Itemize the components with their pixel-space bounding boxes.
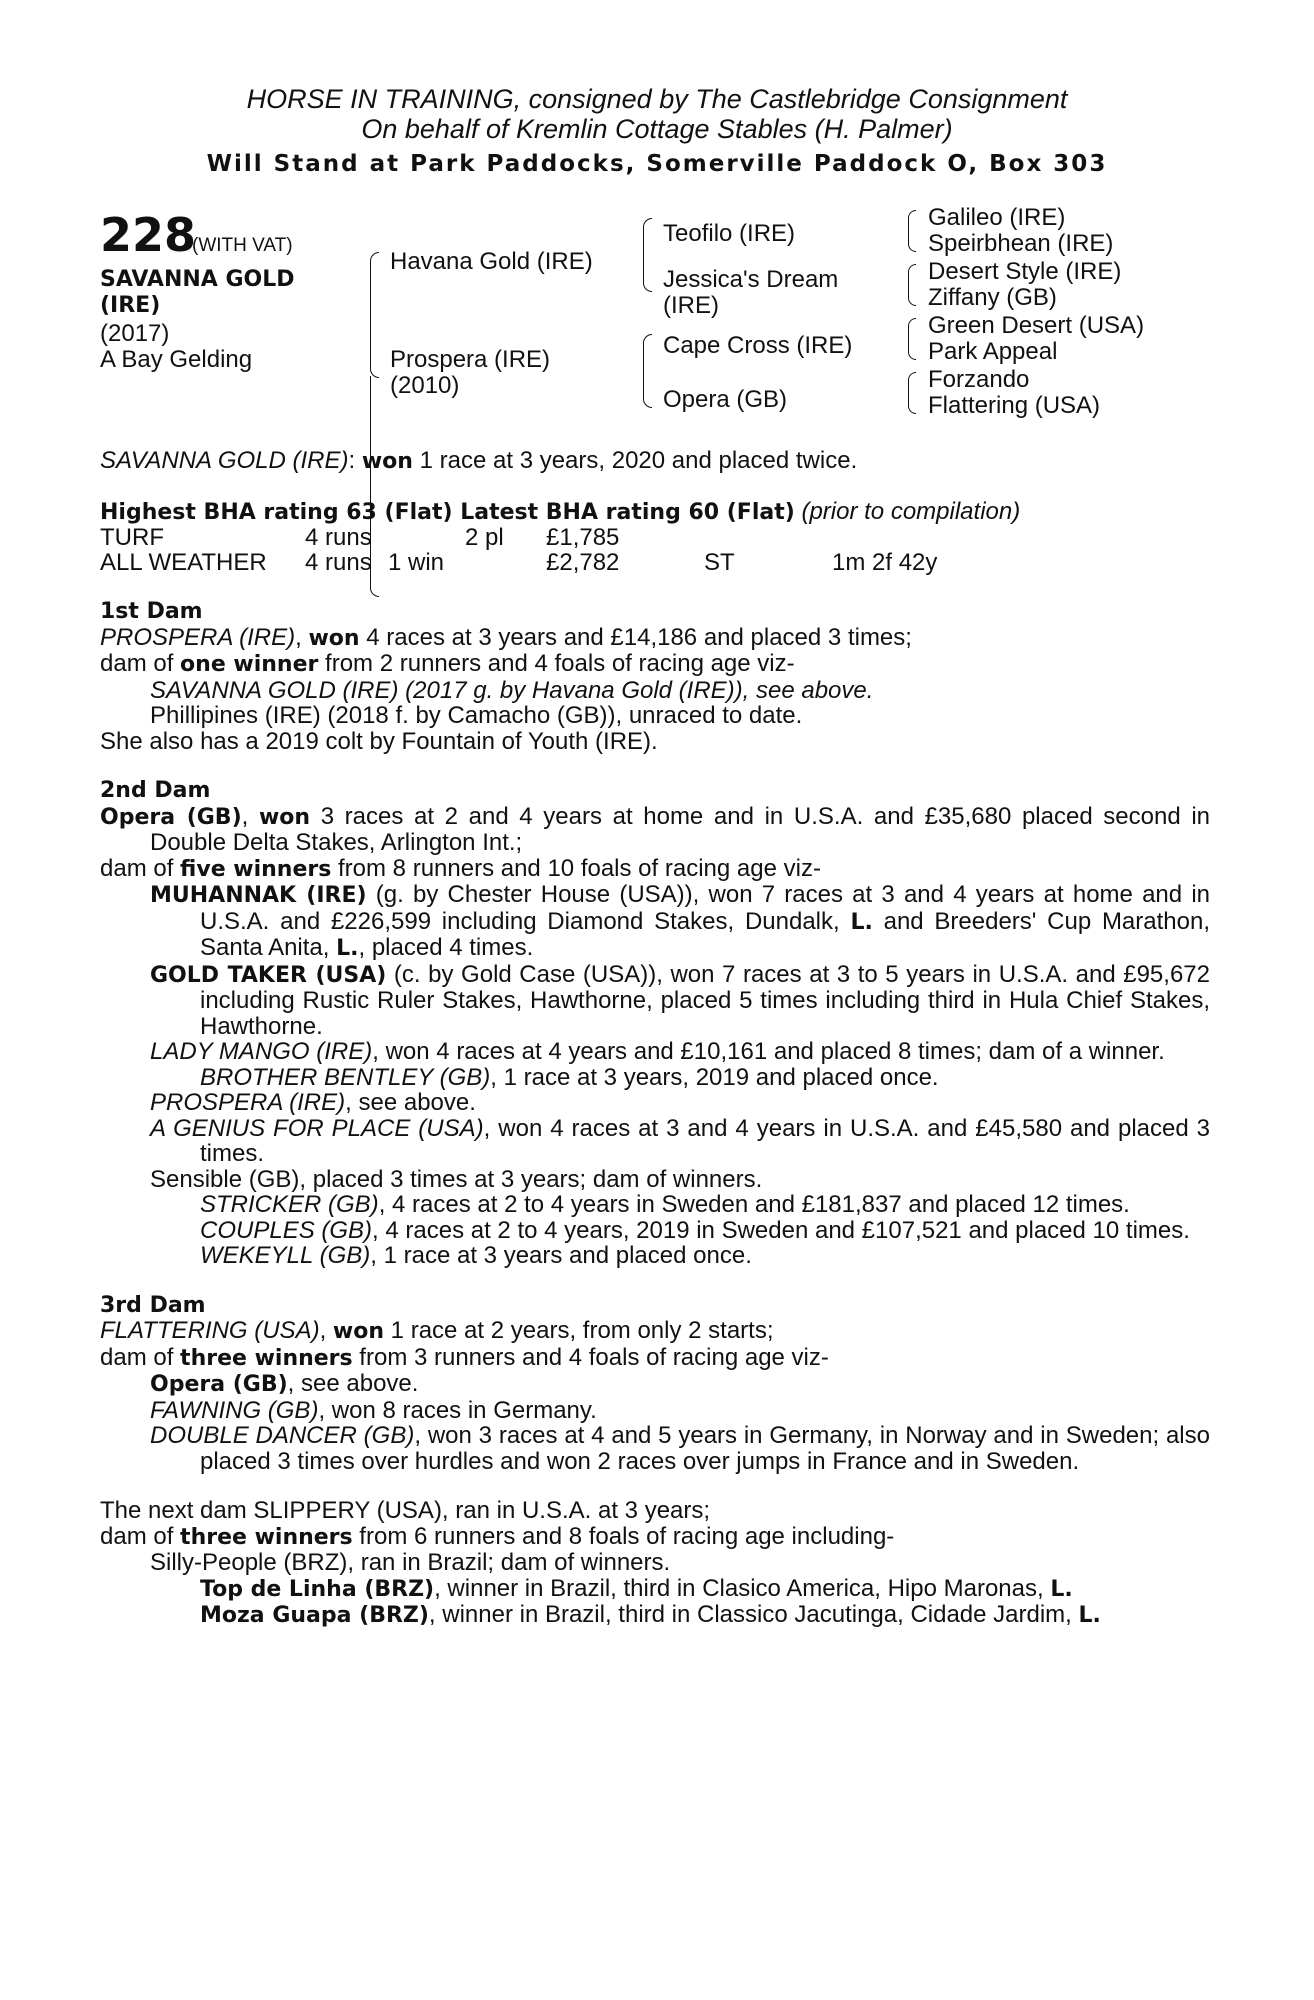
- produce-item: Sensible (GB), placed 3 times at 3 years; dam of winners.: [150, 1165, 763, 1193]
- produce-item: PROSPERA (IRE), see above.: [150, 1089, 476, 1116]
- second-dam-line: Opera (GB), won 3 races at 2 and 4 years at home and in U.S.A. and £35,680 placed second in Double Delta Stakes, Arlington Int.;: [100, 802, 1211, 856]
- next-dam-line: The next dam SLIPPERY (USA), ran in U.S.A. at 3 years;: [100, 1497, 711, 1524]
- grandsire-1: Galileo (IRE): [928, 204, 1066, 231]
- first-dam-note: She also has a 2019 colt by Fountain of Youth (IRE).: [100, 727, 658, 755]
- horse-description: A Bay Gelding: [100, 346, 253, 373]
- foaling-year: (2017): [100, 320, 170, 347]
- produce-item: Silly-People (BRZ), ran in Brazil; dam of winners.: [150, 1549, 671, 1576]
- g-brace-1: [908, 210, 916, 252]
- produce-sub-item: COUPLES (GB), 4 races at 2 to 4 years, 2019 in Sweden and £107,521 and placed 10 times.: [200, 1216, 1190, 1244]
- table-row: ALL WEATHER 4 runs 1 win £2,782 ST 1m 2f 42y: [100, 549, 938, 576]
- horse-name-suffix: (IRE): [100, 293, 161, 318]
- produce-sub-item: WEKEYLL (GB), 1 race at 3 years and placed once.: [200, 1242, 752, 1269]
- produce-item: FAWNING (GB), won 8 races in Germany.: [150, 1396, 597, 1424]
- race-summary: SAVANNA GOLD (IRE): won 1 race at 3 years, 2020 and placed twice.: [100, 447, 858, 474]
- pedigree-block: [0, 200, 1314, 440]
- sire-brace: [370, 252, 379, 378]
- produce-item: MUHANNAK (IRE) (g. by Chester House (USA)), won 7 races at 3 and 4 years at home and in U.S.A. and £226,599 including Diamond Stakes, Dundalk, L. and Breeders' Cup Marathon, Santa Anita, L., placed 4 times.: [150, 881, 1211, 961]
- granddam-1: Speirbhean (IRE): [928, 230, 1114, 257]
- horse-name: SAVANNA GOLD: [100, 267, 295, 292]
- produce-sub-item: Top de Linha (BRZ), winner in Brazil, third in Clasico America, Hipo Maronas, L.: [200, 1574, 1073, 1602]
- second-dam-produce: dam of five winners from 8 runners and 10 foals of racing age viz-: [100, 854, 821, 882]
- summary-horse-name: SAVANNA GOLD (IRE): [100, 447, 349, 474]
- first-dam-produce: dam of one winner from 2 runners and 4 foals of racing age viz-: [100, 650, 795, 677]
- race-record-table: [100, 525, 937, 575]
- produce-sub-item: Moza Guapa (BRZ), winner in Brazil, third in Classico Jacutinga, Cidade Jardim, L.: [200, 1601, 1101, 1628]
- behalf-line: On behalf of Kremlin Cottage Stables (H. Palmer): [361, 114, 953, 144]
- sire-dam-suffix: (IRE): [663, 292, 719, 319]
- dam-year: (2010): [390, 372, 460, 399]
- produce-item: SAVANNA GOLD (IRE) (2017 g. by Havana Gold (IRE)), see above.: [150, 676, 874, 704]
- sire-line-brace: [643, 218, 652, 292]
- dam-sire: Cape Cross (IRE): [663, 332, 853, 359]
- sire: Havana Gold (IRE): [390, 248, 593, 275]
- second-dam-heading: 2nd Dam: [100, 778, 211, 803]
- produce-item: Phillipines (IRE) (2018 f. by Camacho (GB)), unraced to date.: [150, 702, 803, 729]
- consignor-line: HORSE IN TRAINING, consigned by The Castlebridge Consignment: [246, 84, 1068, 114]
- produce-item: DOUBLE DANCER (GB), won 3 races at 4 and 5 years in Germany, in Norway and in Sweden; also placed 3 times over hurdles and won 2 races over jumps in France and in Sweden.: [150, 1422, 1210, 1475]
- summary-won: won: [361, 449, 413, 474]
- dam-dam: Opera (GB): [663, 386, 788, 413]
- produce-item: A GENIUS FOR PLACE (USA), won 4 races at 3 and 4 years in U.S.A. and £45,580 and placed 3 times.: [150, 1114, 1211, 1167]
- table-row: TURF 4 runs 2 pl £1,785: [100, 524, 620, 551]
- grandsire-2: Desert Style (IRE): [928, 258, 1122, 285]
- grandsire-4: Forzando: [928, 366, 1030, 393]
- catalogue-body: [100, 448, 1210, 1629]
- granddam-2: Ziffany (GB): [928, 284, 1057, 311]
- first-dam-line: PROSPERA (IRE), won 4 races at 3 years and £14,186 and placed 3 times;: [100, 623, 912, 651]
- g-brace-4: [908, 372, 916, 414]
- page-header: [0, 84, 1314, 182]
- third-dam-line: FLATTERING (USA), won 1 race at 2 years, from only 2 starts;: [100, 1317, 774, 1344]
- granddam-3: Park Appeal: [928, 338, 1058, 365]
- bha-rating: Highest BHA rating 63 (Flat) Latest BHA rating 60 (Flat) (prior to compilation): [100, 497, 1021, 525]
- third-dam-produce: dam of three winners from 3 runners and 4 foals of racing age viz-: [100, 1343, 829, 1371]
- first-dam-heading: 1st Dam: [100, 599, 203, 624]
- stabling-line: Will Stand at Park Paddocks, Somerville Paddock O, Box 303: [206, 151, 1108, 177]
- next-dam-produce: dam of three winners from 6 runners and 8 foals of racing age including-: [100, 1522, 895, 1550]
- produce-item: GOLD TAKER (USA) (c. by Gold Case (USA)), won 7 races at 3 to 5 years in U.S.A. and £95,672 including Rustic Ruler Stakes, Hawthorne, placed 5 times including third in Hula Chief Stakes, Hawthorne.: [150, 960, 1210, 1040]
- g-brace-3: [908, 318, 916, 360]
- produce-sub-item: STRICKER (GB), 4 races at 2 to 4 years in Sweden and £181,837 and placed 12 times.: [200, 1191, 1130, 1218]
- produce-sub-item: BROTHER BENTLEY (GB), 1 race at 3 years, 2019 and placed once.: [200, 1063, 939, 1091]
- granddam-4: Flattering (USA): [928, 392, 1101, 419]
- third-dam-heading: 3rd Dam: [100, 1292, 206, 1318]
- sire-sire: Teofilo (IRE): [663, 220, 796, 247]
- sire-dam: Jessica's Dream: [663, 266, 839, 293]
- dam: Prospera (IRE): [390, 346, 551, 373]
- dam-line-brace: [643, 334, 652, 408]
- produce-item: Opera (GB), see above.: [150, 1370, 419, 1397]
- produce-item: LADY MANGO (IRE), won 4 races at 4 years and £10,161 and placed 8 times; dam of a winner.: [150, 1038, 1165, 1065]
- lot-number: 228: [100, 208, 197, 262]
- g-brace-2: [908, 264, 916, 306]
- vat-note: (WITH VAT): [192, 235, 293, 256]
- grandsire-3: Green Desert (USA): [928, 312, 1145, 339]
